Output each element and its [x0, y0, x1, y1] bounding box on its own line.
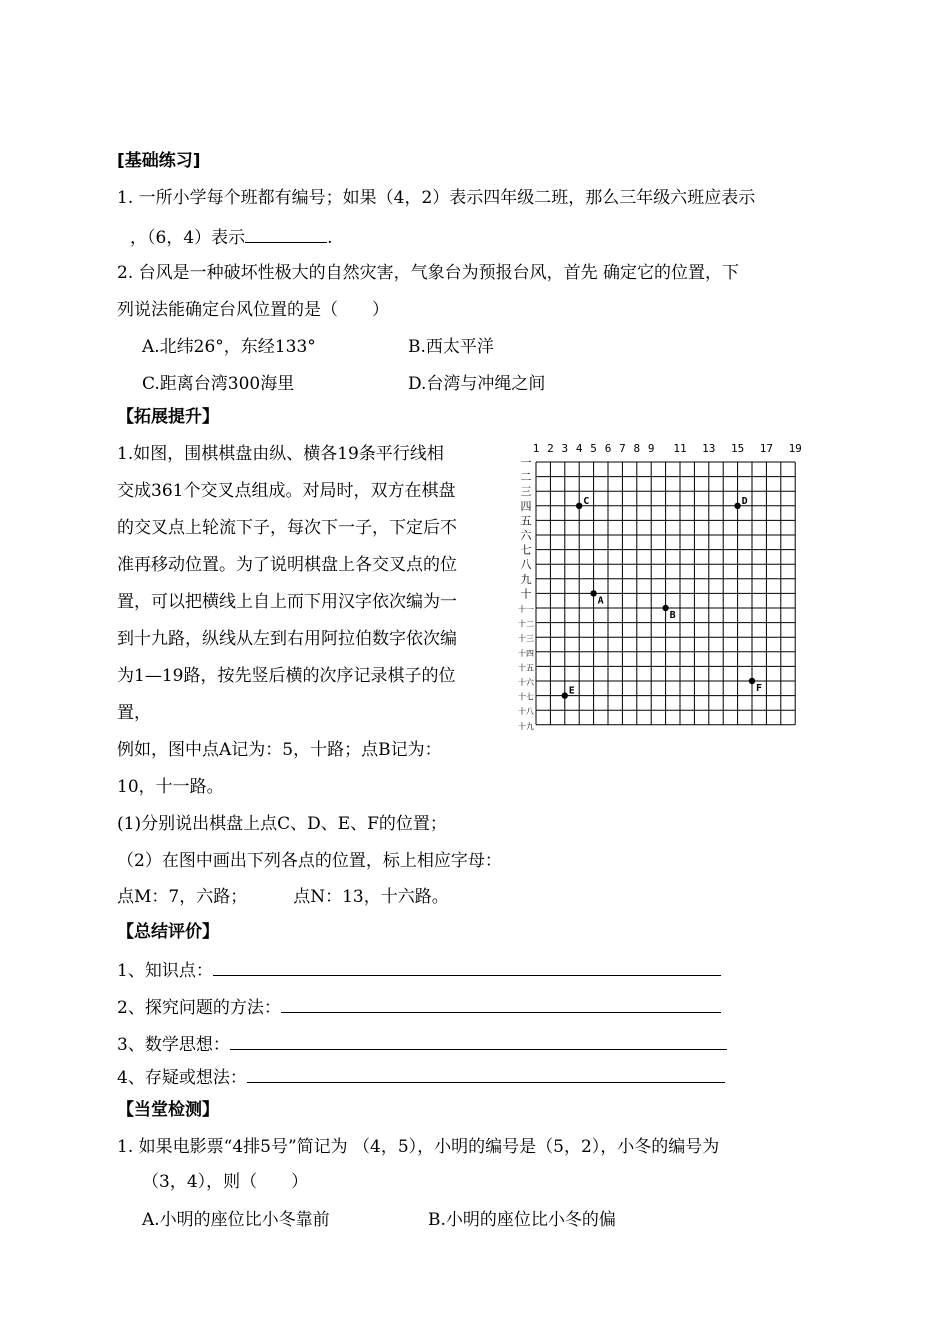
row-label: 六	[520, 529, 532, 542]
point-b-marker	[662, 605, 668, 611]
column-label: 5	[590, 442, 597, 455]
row-label: 一	[520, 456, 532, 469]
summary-label: 1、知识点：	[117, 961, 213, 981]
column-label: 13	[702, 442, 716, 455]
column-label: 1	[532, 442, 540, 455]
extend-line: 的交叉点上轮流下子，每次下一子，下定后不	[117, 518, 457, 538]
point-f-label: F	[756, 683, 763, 694]
row-label: 四	[520, 499, 532, 513]
summary-label: 3、数学思想：	[117, 1035, 230, 1055]
point-e-marker	[562, 692, 568, 698]
row-label: 五	[520, 514, 532, 528]
summary-answer-line[interactable]	[230, 1031, 727, 1050]
extend-sub3	[117, 885, 449, 909]
row-label: 十六	[518, 678, 534, 687]
row-label: 十	[520, 587, 532, 601]
summary-answer-line[interactable]	[281, 994, 721, 1013]
point-a-marker	[590, 590, 596, 596]
check-option-b: B.小明的座位比小冬的偏	[428, 1210, 616, 1230]
point-n-text: 点N：13，十六路。	[293, 887, 449, 907]
summary-item-knowledge	[117, 957, 721, 983]
point-m-text: 点M：7，六路；	[117, 887, 248, 907]
extend-line: 准再移动位置。为了说明棋盘上各交叉点的位	[117, 555, 457, 575]
extend-line: 置，	[117, 703, 151, 723]
point-c-marker	[576, 503, 582, 509]
column-label: 2	[547, 442, 554, 455]
summary-answer-line[interactable]	[213, 957, 721, 976]
basic-q2-line2: 列说法能确定台风位置的是（ ）	[117, 300, 389, 320]
row-label: 三	[520, 485, 532, 499]
basic-q2-line1: 2. 台风是一种破坏性极大的自然灾害，气象台为预报台风，首先 确定它的位置，下	[117, 263, 740, 283]
point-e-label: E	[568, 685, 575, 697]
extend-heading: 【拓展提升】	[117, 407, 219, 427]
extend-line: 置，可以把横线上自上而下用汉字依次编为一	[117, 592, 457, 612]
basic-q1-line2-text: ，（6，4）表示	[130, 228, 246, 248]
row-label: 十二	[518, 619, 534, 629]
summary-item-method	[117, 994, 721, 1020]
extend-sub1: (1)分别说出棋盘上点C、D、E、F的位置；	[117, 814, 447, 834]
column-label: 11	[673, 442, 687, 455]
point-f-marker	[749, 678, 755, 684]
point-a-label: A	[597, 595, 604, 607]
row-label: 十四	[518, 648, 534, 658]
check-heading: 【当堂检测】	[117, 1100, 219, 1120]
row-label: 十七	[518, 692, 534, 702]
row-label: 八	[520, 558, 532, 572]
basic-q1-line1: 1. 一所小学每个班都有编号；如果（4，2）表示四年级二班，那么三年级六班应表示	[117, 188, 756, 208]
column-label: 7	[619, 442, 626, 455]
row-label: 十八	[518, 707, 534, 717]
board-points	[562, 496, 762, 699]
column-label: 8	[633, 442, 641, 455]
column-label: 19	[788, 442, 802, 455]
extend-line: 到十九路，纵线从左到右用阿拉伯数字依次编	[117, 629, 457, 649]
basic-q1-period: .	[327, 228, 333, 248]
answer-blank[interactable]	[245, 224, 327, 243]
basic-q2-option-a: A.北纬26°，东经133°	[142, 337, 316, 357]
summary-heading: 【总结评价】	[117, 922, 219, 942]
summary-item-questions	[117, 1064, 725, 1090]
check-q1-line2: （3，4），则（ ）	[142, 1172, 309, 1192]
column-label: 6	[604, 442, 612, 455]
go-board-diagram	[510, 440, 830, 750]
column-label: 15	[730, 442, 745, 455]
summary-label: 4、存疑或想法：	[117, 1068, 247, 1088]
extend-line: 1.如图，围棋棋盘由纵、横各19条平行线相	[117, 444, 444, 464]
column-label: 17	[759, 442, 774, 455]
basic-q2-option-b: B.西太平洋	[408, 337, 494, 357]
row-label: 十九	[518, 721, 534, 731]
extend-example-line2: 10，十一路。	[117, 777, 224, 797]
row-label: 十三	[518, 634, 534, 644]
column-label: 3	[561, 442, 569, 455]
summary-label: 2、探究问题的方法：	[117, 998, 281, 1018]
point-b-label: B	[669, 610, 676, 621]
basic-q1-line2	[130, 224, 333, 250]
point-d-label: D	[741, 495, 748, 507]
point-c-label: C	[583, 495, 590, 507]
extend-line: 为1—19路，按先竖后横的次序记录棋子的位	[117, 666, 456, 686]
check-option-a: A.小明的座位比小冬靠前	[142, 1210, 330, 1230]
check-q1-line1: 1. 如果电影票“4排5号”简记为 （4，5），小明的编号是（5，2），小冬的编号为	[117, 1137, 720, 1157]
row-label: 十五	[518, 663, 534, 673]
summary-answer-line[interactable]	[247, 1064, 725, 1083]
extend-sub2: （2）在图中画出下列各点的位置，标上相应字母：	[117, 851, 502, 871]
row-label: 二	[520, 470, 532, 484]
extend-example-line1: 例如，图中点A记为：5，十路；点B记为：	[117, 740, 442, 760]
column-label: 4	[575, 442, 583, 455]
row-label: 九	[520, 572, 532, 586]
row-label: 七	[520, 543, 532, 557]
basic-q2-option-d: D.台湾与冲绳之间	[408, 374, 546, 394]
extend-line: 交成361个交叉点组成。对局时，双方在棋盘	[117, 481, 456, 501]
row-labels	[518, 456, 535, 731]
column-label: 9	[647, 442, 655, 455]
basic-heading: [基础练习]	[117, 151, 201, 171]
row-label: 十一	[518, 605, 534, 614]
basic-q2-option-c: C.距离台湾300海里	[142, 374, 295, 394]
point-d-marker	[734, 503, 740, 509]
summary-item-thought	[117, 1031, 727, 1057]
column-labels	[533, 442, 802, 455]
